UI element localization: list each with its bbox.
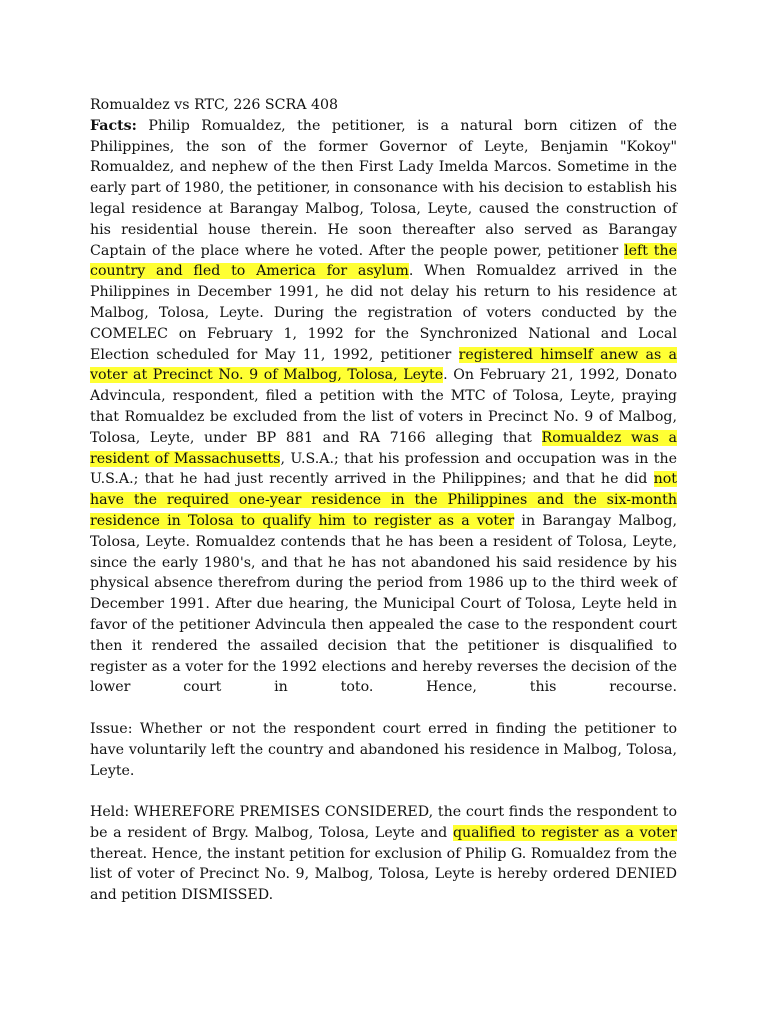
- facts-text-1: Philip Romualdez, the petitioner, is a natural born citizen of the Philippines, the son of the former Governor of Leyte, Benjamin "Kokoy" Romualdez, and nephew of the then First Lady Imelda Marcos. Sometime in the early part of 1980, the petitioner, in consonance with his decision to establish his legal residence at Barangay Malbog, Tolosa, Leyte, caused the construction of his residential house therein. He soon thereafter also served as Barangay Captain of the place where he voted. After the people power, petitioner: [90, 117, 677, 259]
- case-title: Romualdez vs RTC, 226 SCRA 408: [90, 97, 339, 113]
- held-text-1: Held: WHEREFORE PREMISES CONSIDERED, the court finds the respondent to be a resident of Brgy. Malbog, Tolosa, Leyte and: [90, 804, 677, 841]
- facts-text-4: , U.S.A.; that his profession and occupation was in the U.S.A.; that he had just recently arrived in the Philippines; and that he did: [90, 450, 677, 488]
- facts-highlight-3: Romualdez was a resident of Massachusetts: [90, 429, 677, 467]
- issue-paragraph: Issue: Whether or not the respondent court erred in finding the petitioner to have voluntarily left the country and abandoned his residence in Malbog, Tolosa, Leyte.: [90, 720, 677, 779]
- facts-paragraph: [90, 116, 677, 698]
- facts-text-5: in Barangay Malbog, Tolosa, Leyte. Romualdez contends that he has been a resident of Tolosa, Leyte, since the early 1980's, and that he has not abandoned his said residence by his physical absence therefrom during the period from 1986 up to the third week of December 1991. After due hearing, the Municipal Court of Tolosa, Leyte held in favor of the petitioner Advincula then appealed the case to the respondent court then it rendered the assailed decision that the petitioner is disqualified to register as a voter for the 1992 elections and hereby reverses the decision of the lower court in toto. Hence, this recourse.: [90, 512, 678, 696]
- facts-label: Facts:: [90, 117, 137, 134]
- facts-text-3: . On February 21, 1992, Donato Advincula, respondent, filed a petition with the MTC of Tolosa, Leyte, praying that Romualdez be excluded from the list of voters in Precinct No. 9 of Malbog, Tolosa, Leyte, under BP 881 and RA 7166 alleging that: [90, 367, 678, 446]
- held-text-2: thereat. Hence, the instant petition for exclusion of Philip G. Romualdez from the list of voter of Precinct No. 9, Malbog, Tolosa, Leyte is hereby ordered DENIED and petition DISMISSED.: [90, 845, 677, 904]
- facts-highlight-4: not have the required one-year residence in the Philippines and the six-month residence in Tolosa to qualify him to register as a voter: [90, 471, 677, 529]
- facts-highlight-1: left the country and fled to America for asylum: [90, 242, 677, 280]
- facts-text-2: . When Romualdez arrived in the Philippines in December 1991, he did not delay his return to his residence at Malbog, Tolosa, Leyte. During the registration of voters conducted by the COMELEC on February 1, 1992 for the Synchronized National and Local Election scheduled for May 11, 1992, petitioner: [90, 263, 677, 363]
- facts-highlight-2: registered himself anew as a voter at Precinct No. 9 of Malbog, Tolosa, Leyte: [90, 346, 677, 384]
- held-highlight-1: qualified to register as a voter: [452, 824, 678, 841]
- held-paragraph: [90, 802, 677, 906]
